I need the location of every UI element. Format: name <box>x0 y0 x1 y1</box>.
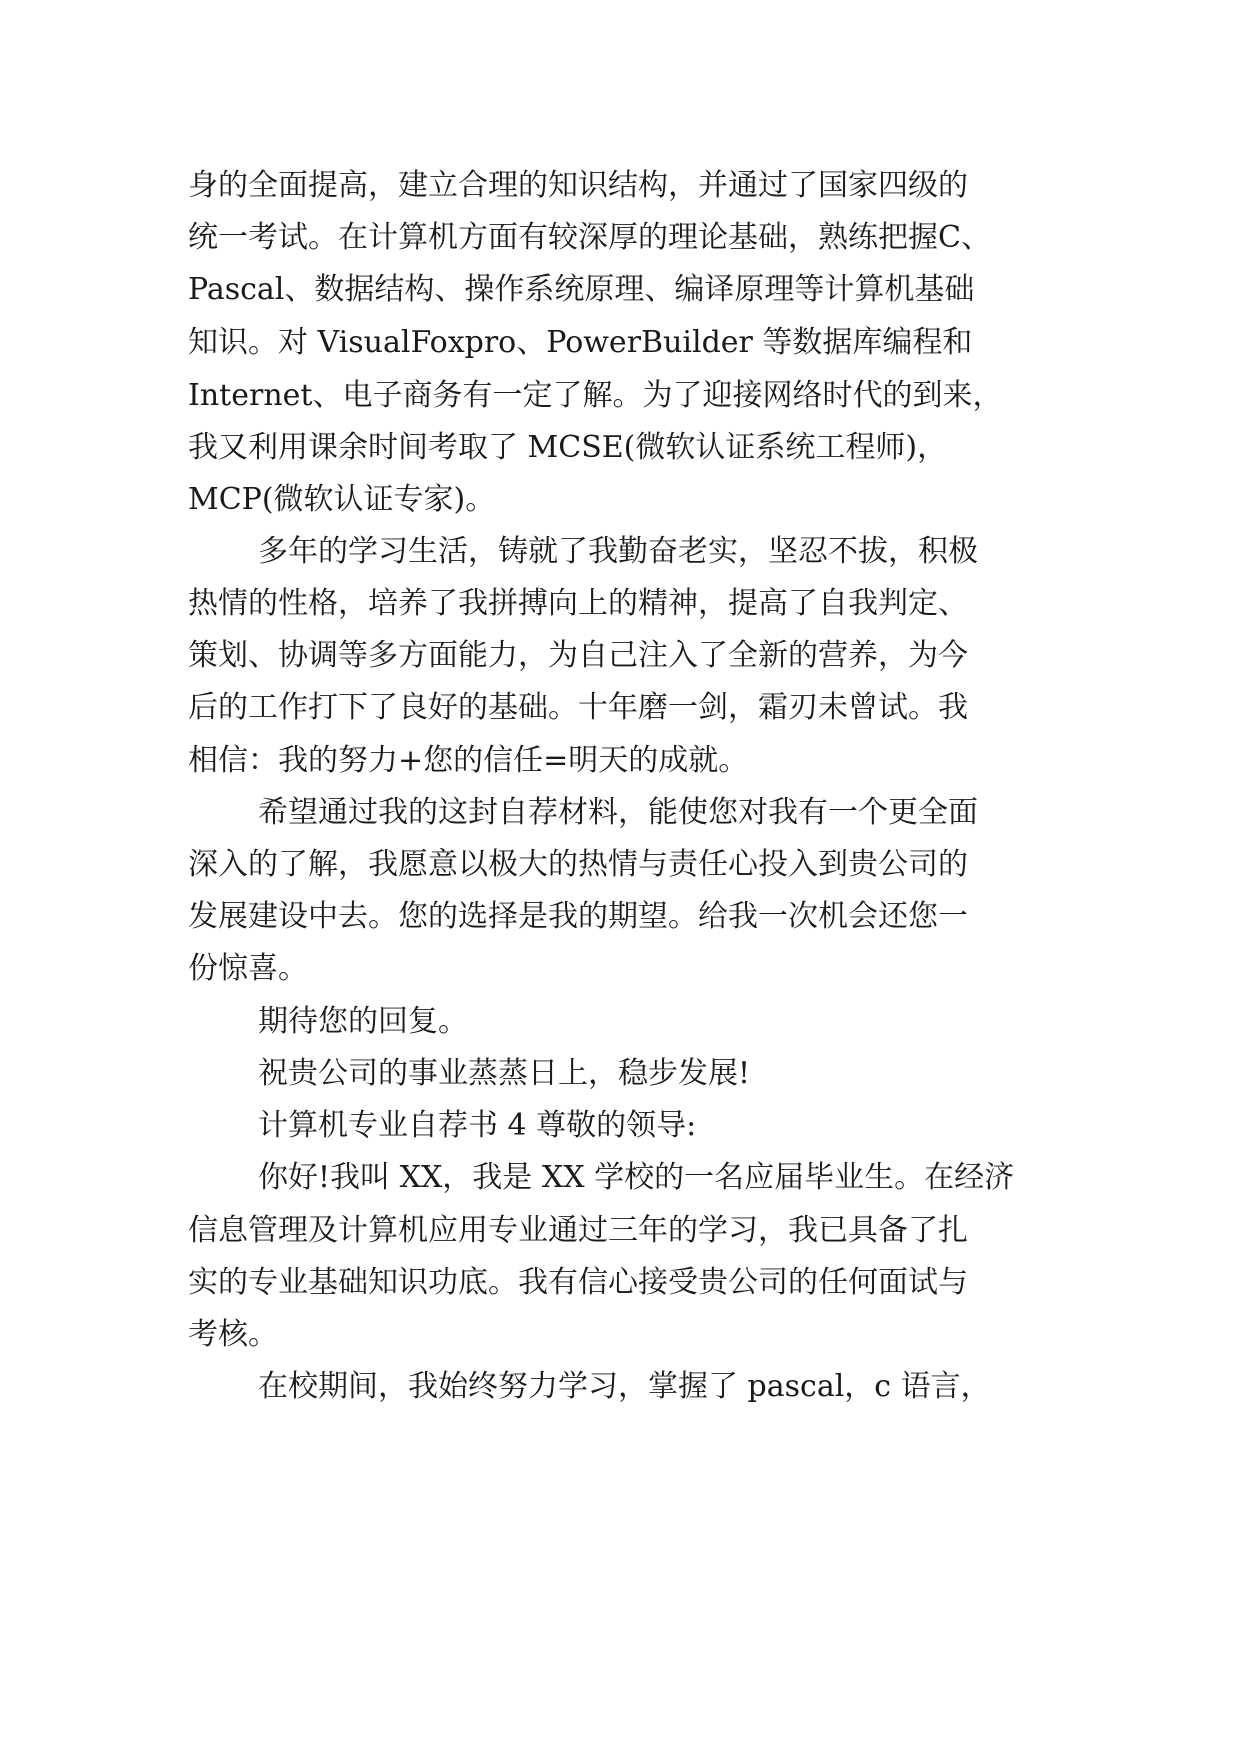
text-line: 知识。对 VisualFoxpro、PowerBuilder 等数据库编程和 <box>188 325 973 360</box>
text-line: 相信：我的努力+您的信任=明天的成就。 <box>188 743 749 778</box>
text-line: 热情的性格，培养了我拼搏向上的精神，提高了自我判定、 <box>188 586 968 621</box>
text-line: 考核。 <box>188 1317 278 1352</box>
text-line: MCP(微软认证专家)。 <box>188 482 496 517</box>
text-line: 实的专业基础知识功底。我有信心接受贵公司的任何面试与 <box>188 1265 968 1300</box>
text-line: Internet、电子商务有一定了解。为了迎接网络时代的到来， <box>188 378 1003 413</box>
paragraph-start-line: 计算机专业自荐书 4 尊敬的领导: <box>258 1108 697 1143</box>
text-line: 信息管理及计算机应用专业通过三年的学习，我已具备了扎 <box>188 1213 968 1248</box>
text-line: 深入的了解，我愿意以极大的热情与责任心投入到贵公司的 <box>188 847 968 882</box>
paragraph-start-line: 希望通过我的这封自荐材料，能使您对我有一个更全面 <box>258 795 978 830</box>
text-line: 统一考试。在计算机方面有较深厚的理论基础，熟练把握C、 <box>188 220 991 255</box>
text-line: 后的工作打下了良好的基础。十年磨一剑，霜刃未曾试。我 <box>188 690 968 725</box>
text-line: 身的全面提高，建立合理的知识结构，并通过了国家四级的 <box>188 168 968 203</box>
text-line: 发展建设中去。您的选择是我的期望。给我一次机会还您一 <box>188 899 968 934</box>
paragraph-start-line: 祝贵公司的事业蒸蒸日上，稳步发展! <box>258 1056 751 1091</box>
paragraph-start-line: 期待您的回复。 <box>258 1004 468 1039</box>
paragraph-start-line: 在校期间，我始终努力学习，掌握了 pascal，c 语言， <box>258 1369 991 1404</box>
paragraph-start-line: 多年的学习生活，铸就了我勤奋老实，坚忍不拔，积极 <box>258 534 978 569</box>
text-line: 策划、协调等多方面能力，为自己注入了全新的营养，为今 <box>188 638 968 673</box>
text-line: Pascal、数据结构、操作系统原理、编译原理等计算机基础 <box>188 272 975 307</box>
paragraph-start-line: 你好!我叫 XX，我是 XX 学校的一名应届毕业生。在经济 <box>258 1160 1015 1195</box>
text-line: 份惊喜。 <box>188 951 308 986</box>
text-line: 我又利用课余时间考取了 MCSE(微软认证系统工程师)， <box>188 430 948 465</box>
